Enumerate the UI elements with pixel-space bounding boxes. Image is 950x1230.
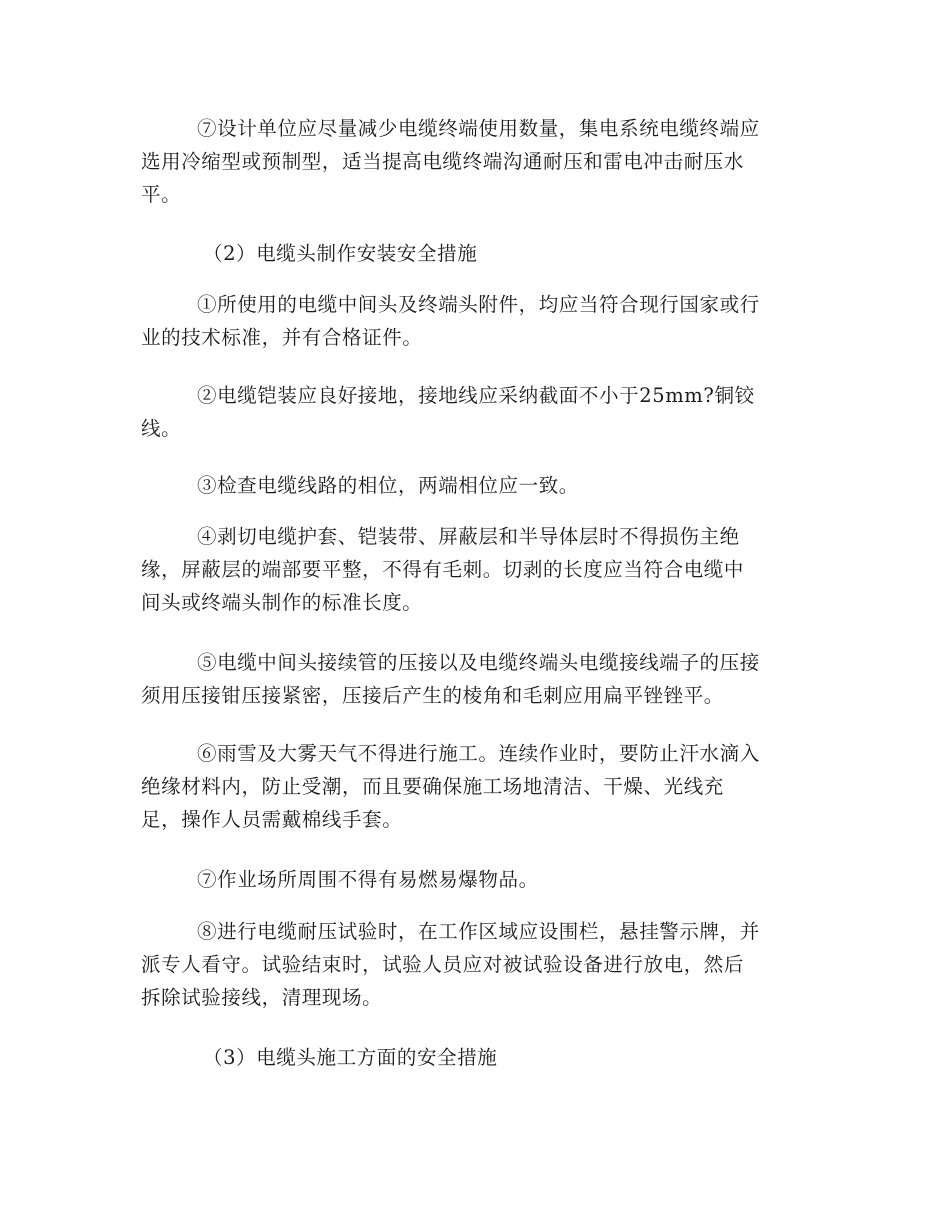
text-line: ⑦作业场所周围不得有易燃易爆物品。 [197, 868, 539, 891]
text-line: 选用冷缩型或预制型，适当提高电缆终端沟通耐压和雷电冲击耐压水 [141, 150, 745, 173]
text-line: 间头或终端头制作的标准长度。 [141, 591, 423, 614]
text-line: 绝缘材料内，防止受潮，而且要确保施工场地清洁、干燥、光线充 [141, 775, 724, 798]
paragraph-item-2 [141, 379, 813, 445]
paragraph-item-4 [141, 520, 813, 619]
paragraph-item-8 [141, 915, 813, 1014]
text-line: 派专人看守。试验结束时，试验人员应对被试验设备进行放电，然后 [141, 953, 745, 976]
text-line: 足，操作人员需戴棉线手套。 [141, 808, 403, 831]
text-line: ⑦设计单位应尽量减少电缆终端使用数量，集电系统电缆终端应 [197, 117, 760, 140]
text-line: 线。 [141, 417, 182, 440]
paragraph-design-unit-cable-terminals [141, 112, 813, 211]
paragraph-item-7-site [141, 863, 813, 896]
section-heading-2: （2）电缆头制作安装安全措施 [203, 242, 478, 265]
text-line: ⑤电缆中间头接续管的压接以及电缆终端头电缆接线端子的压接 [197, 651, 760, 674]
text-line: ⑧进行电缆耐压试验时，在工作区域应设围栏，悬挂警示牌，并 [197, 920, 760, 943]
text-line: 缘，屏蔽层的端部要平整，不得有毛刺。切剥的长度应当符合电缆中 [141, 558, 745, 581]
text-line: ②电缆铠装应良好接地，接地线应采纳截面不小于25mm?铜铰 [197, 384, 755, 407]
paragraph-item-1 [141, 288, 813, 354]
text-line: 平。 [141, 183, 182, 206]
text-line: ③检查电缆线路的相位，两端相位应一致。 [197, 474, 579, 497]
text-line: 拆除试验接线，清理现场。 [141, 986, 383, 1009]
section-heading-3: （3）电缆头施工方面的安全措施 [203, 1046, 498, 1069]
text-line: ①所使用的电缆中间头及终端头附件，均应当符合现行国家或行 [197, 293, 760, 316]
paragraph-item-5 [141, 646, 813, 712]
text-line: ④剥切电缆护套、铠装带、屏蔽层和半导体层时不得损伤主绝 [197, 525, 740, 548]
text-line: 须用压接钳压接紧密，压接后产生的棱角和毛刺应用扁平锉锉平。 [141, 684, 724, 707]
text-line: ⑥雨雪及大雾天气不得进行施工。连续作业时，要防止汗水滴入 [197, 742, 760, 765]
paragraph-item-3 [141, 469, 813, 502]
text-line: 业的技术标准，并有合格证件。 [141, 326, 423, 349]
paragraph-item-6 [141, 737, 813, 836]
